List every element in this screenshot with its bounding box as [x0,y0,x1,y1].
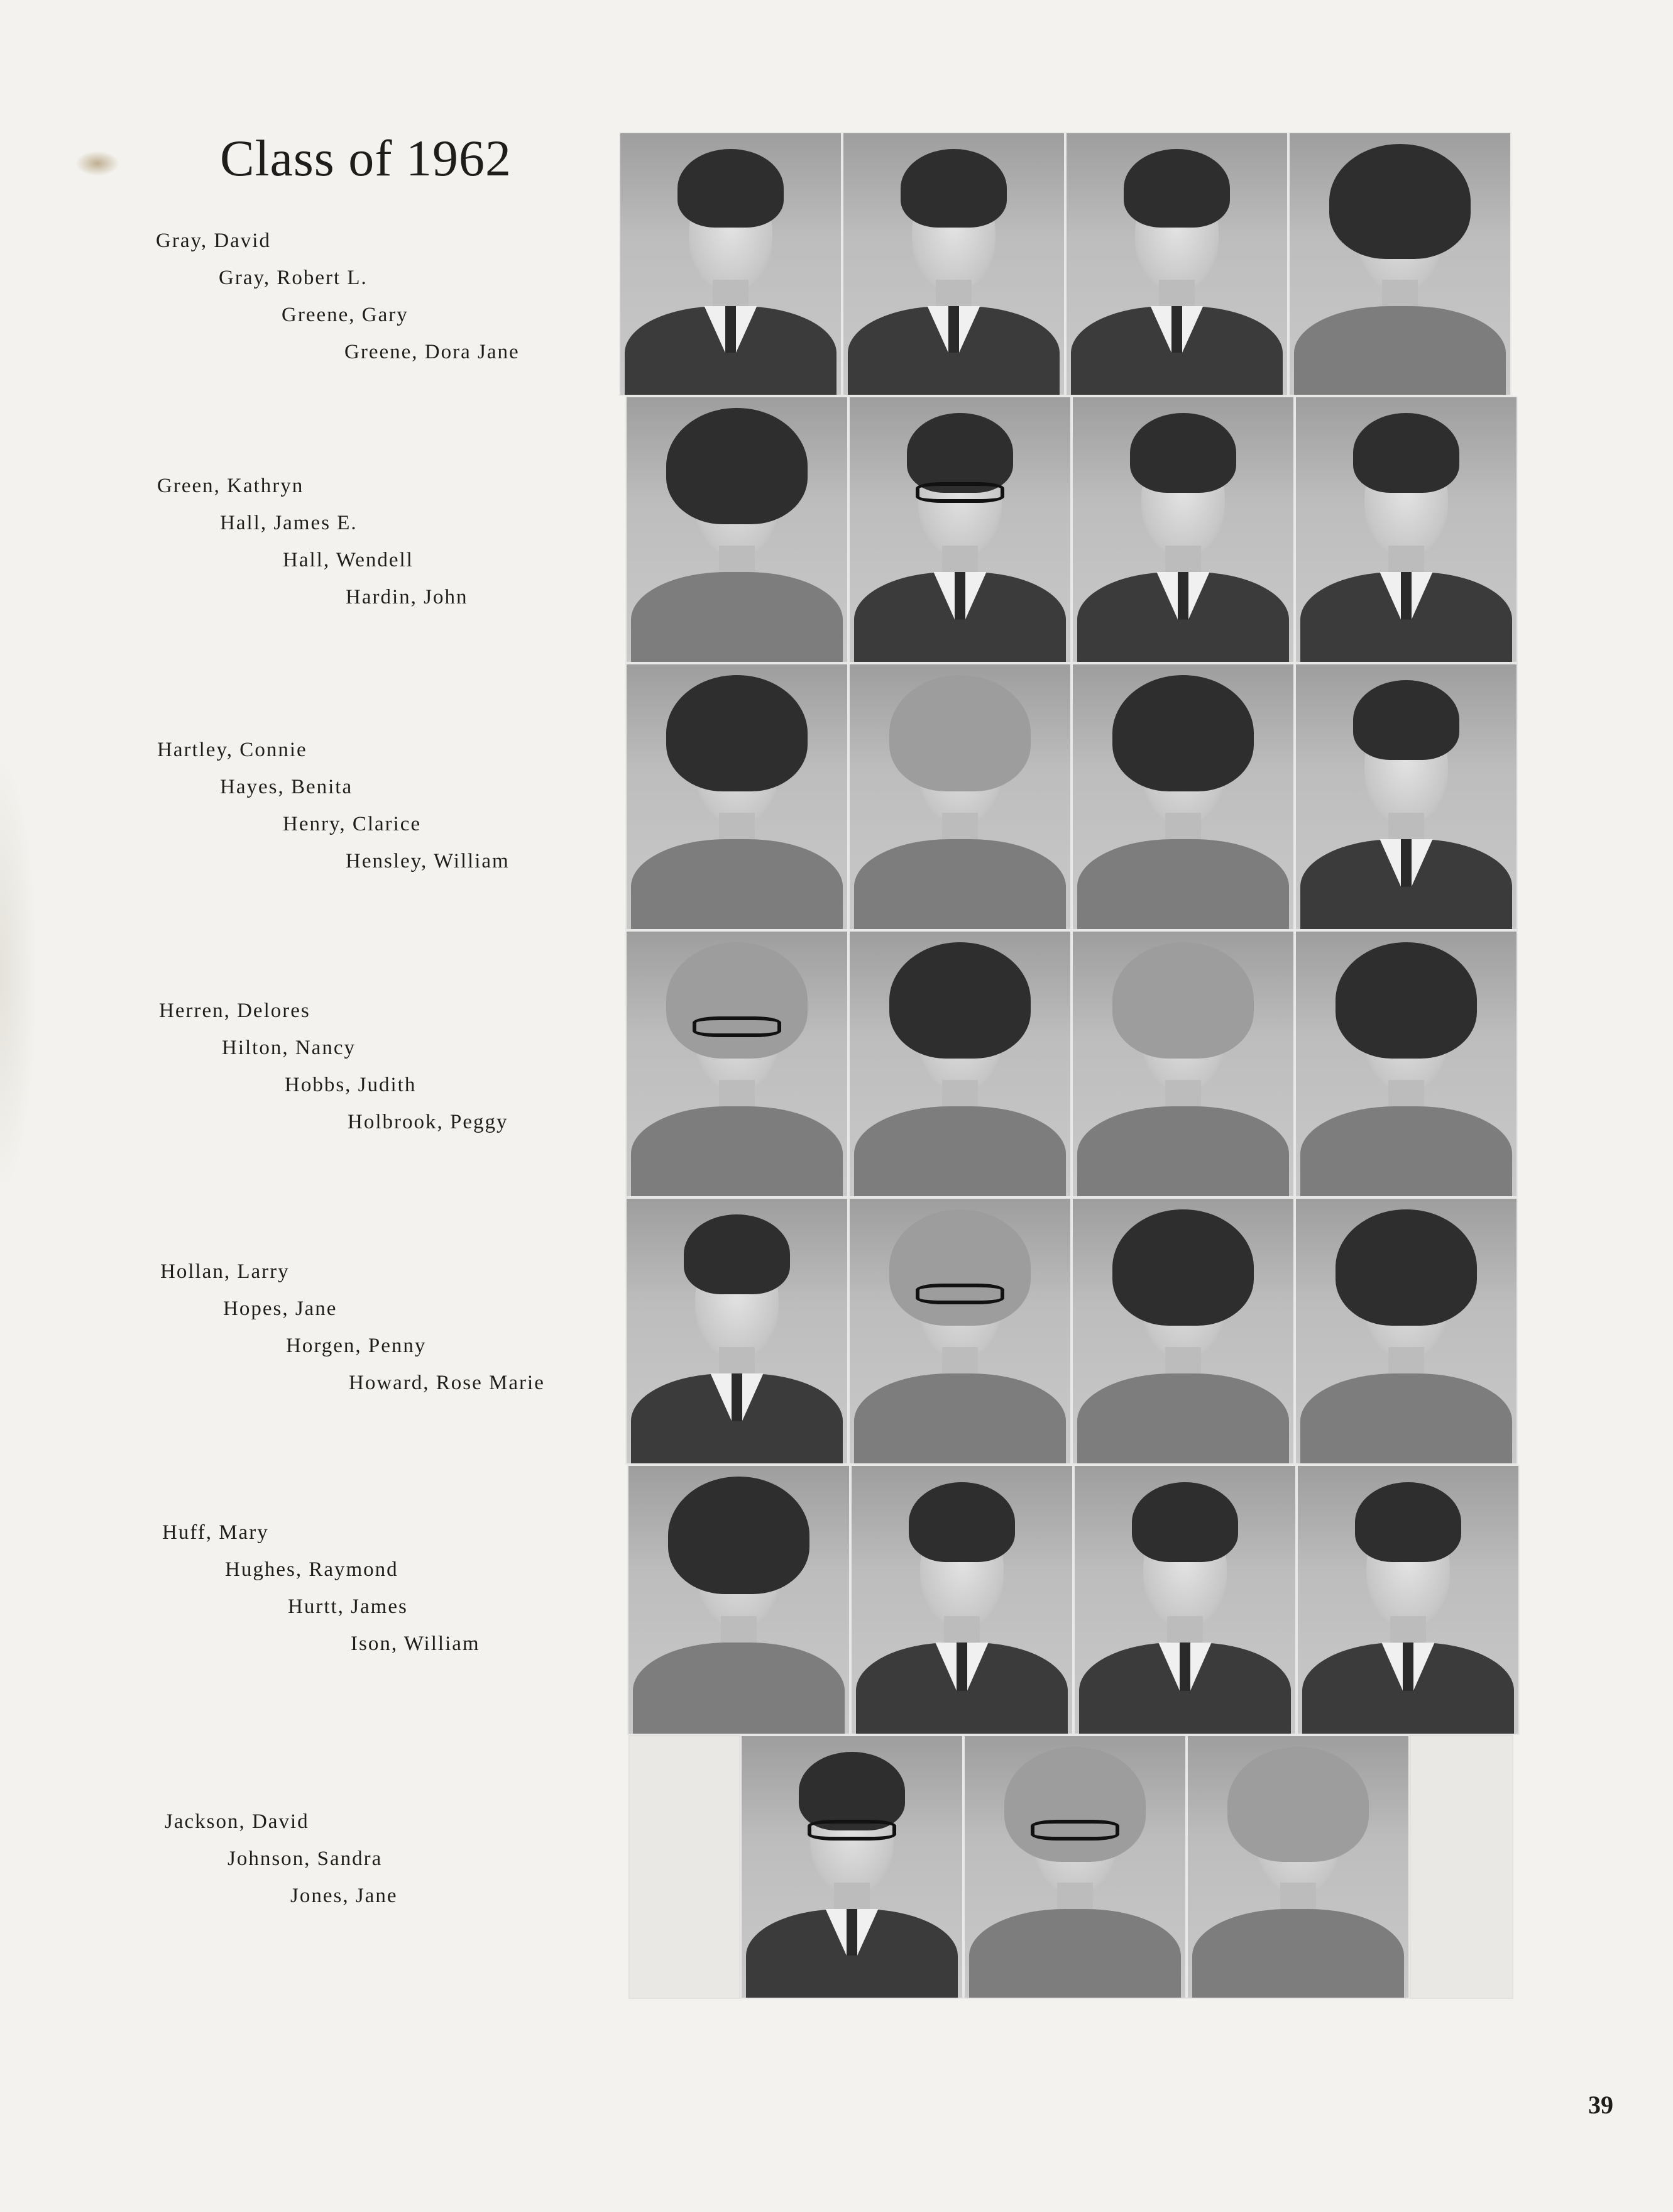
portrait-female-photo [848,930,1072,1197]
portrait-male-photo [1072,396,1295,663]
portrait-male-glasses-photo [740,1735,963,1999]
portrait-male-photo [1295,663,1518,930]
student-name: Hall, Wendell [283,549,414,571]
portrait-male-photo [1297,1465,1520,1735]
student-name: Gray, Robert L. [219,267,368,289]
student-name: Hilton, Nancy [222,1037,356,1059]
portrait-female-light-photo [1072,930,1295,1197]
portrait-female-photo [1295,1197,1518,1465]
student-name: Huff, Mary [162,1521,269,1544]
student-name: Hall, James E. [220,512,358,534]
student-name: Jackson, David [165,1810,309,1833]
portrait-female-light-photo [848,663,1072,930]
student-name: Jones, Jane [290,1885,398,1907]
student-name: Greene, Dora Jane [344,341,520,363]
student-name: Hollan, Larry [160,1260,290,1283]
portrait-male-photo [619,132,842,396]
portrait-female-photo [1072,1197,1295,1465]
student-name: Hardin, John [346,586,468,608]
page-title: Class of 1962 [220,129,512,187]
portrait-male-photo [1065,132,1288,396]
ink-smudge [75,151,119,176]
portrait-female-photo [625,396,848,663]
student-name: Hopes, Jane [223,1297,337,1320]
student-name: Holbrook, Peggy [348,1111,508,1133]
student-name: Johnson, Sandra [228,1847,383,1870]
portrait-male-glasses-photo [848,396,1072,663]
page-number: 39 [1588,2091,1613,2119]
student-name: Hensley, William [346,850,510,872]
portrait-female-photo [627,1465,850,1735]
student-name: Herren, Delores [159,999,310,1022]
student-name: Henry, Clarice [283,813,422,835]
portrait-female-photo [1295,930,1518,1197]
student-name: Gray, David [156,229,271,252]
student-name: Hayes, Benita [220,776,353,798]
student-name: Hughes, Raymond [225,1558,398,1581]
portrait-male-photo [850,1465,1073,1735]
student-name: Hurtt, James [288,1595,408,1618]
portrait-female-photo [1288,132,1511,396]
student-name: Greene, Gary [282,304,409,326]
portrait-male-photo [1073,1465,1297,1735]
student-name: Horgen, Penny [286,1334,427,1357]
portrait-male-photo [842,132,1065,396]
portrait-female-glasses-light-photo [963,1735,1187,1999]
portrait-female-light-photo [1187,1735,1410,1999]
blank-panel [628,1735,740,1999]
portrait-female-photo [625,663,848,930]
portrait-female-photo [1072,663,1295,930]
blank-panel [1410,1735,1513,1999]
student-name: Hobbs, Judith [285,1074,417,1096]
portrait-female-glasses-light-photo [848,1197,1072,1465]
page-edge-stain [0,754,38,1194]
student-name: Howard, Rose Marie [349,1372,545,1394]
portrait-male-photo [625,1197,848,1465]
student-name: Ison, William [351,1632,480,1655]
student-name: Hartley, Connie [157,739,307,761]
portrait-male-photo [1295,396,1518,663]
portrait-female-glasses-light-photo [625,930,848,1197]
student-name: Green, Kathryn [157,475,304,497]
